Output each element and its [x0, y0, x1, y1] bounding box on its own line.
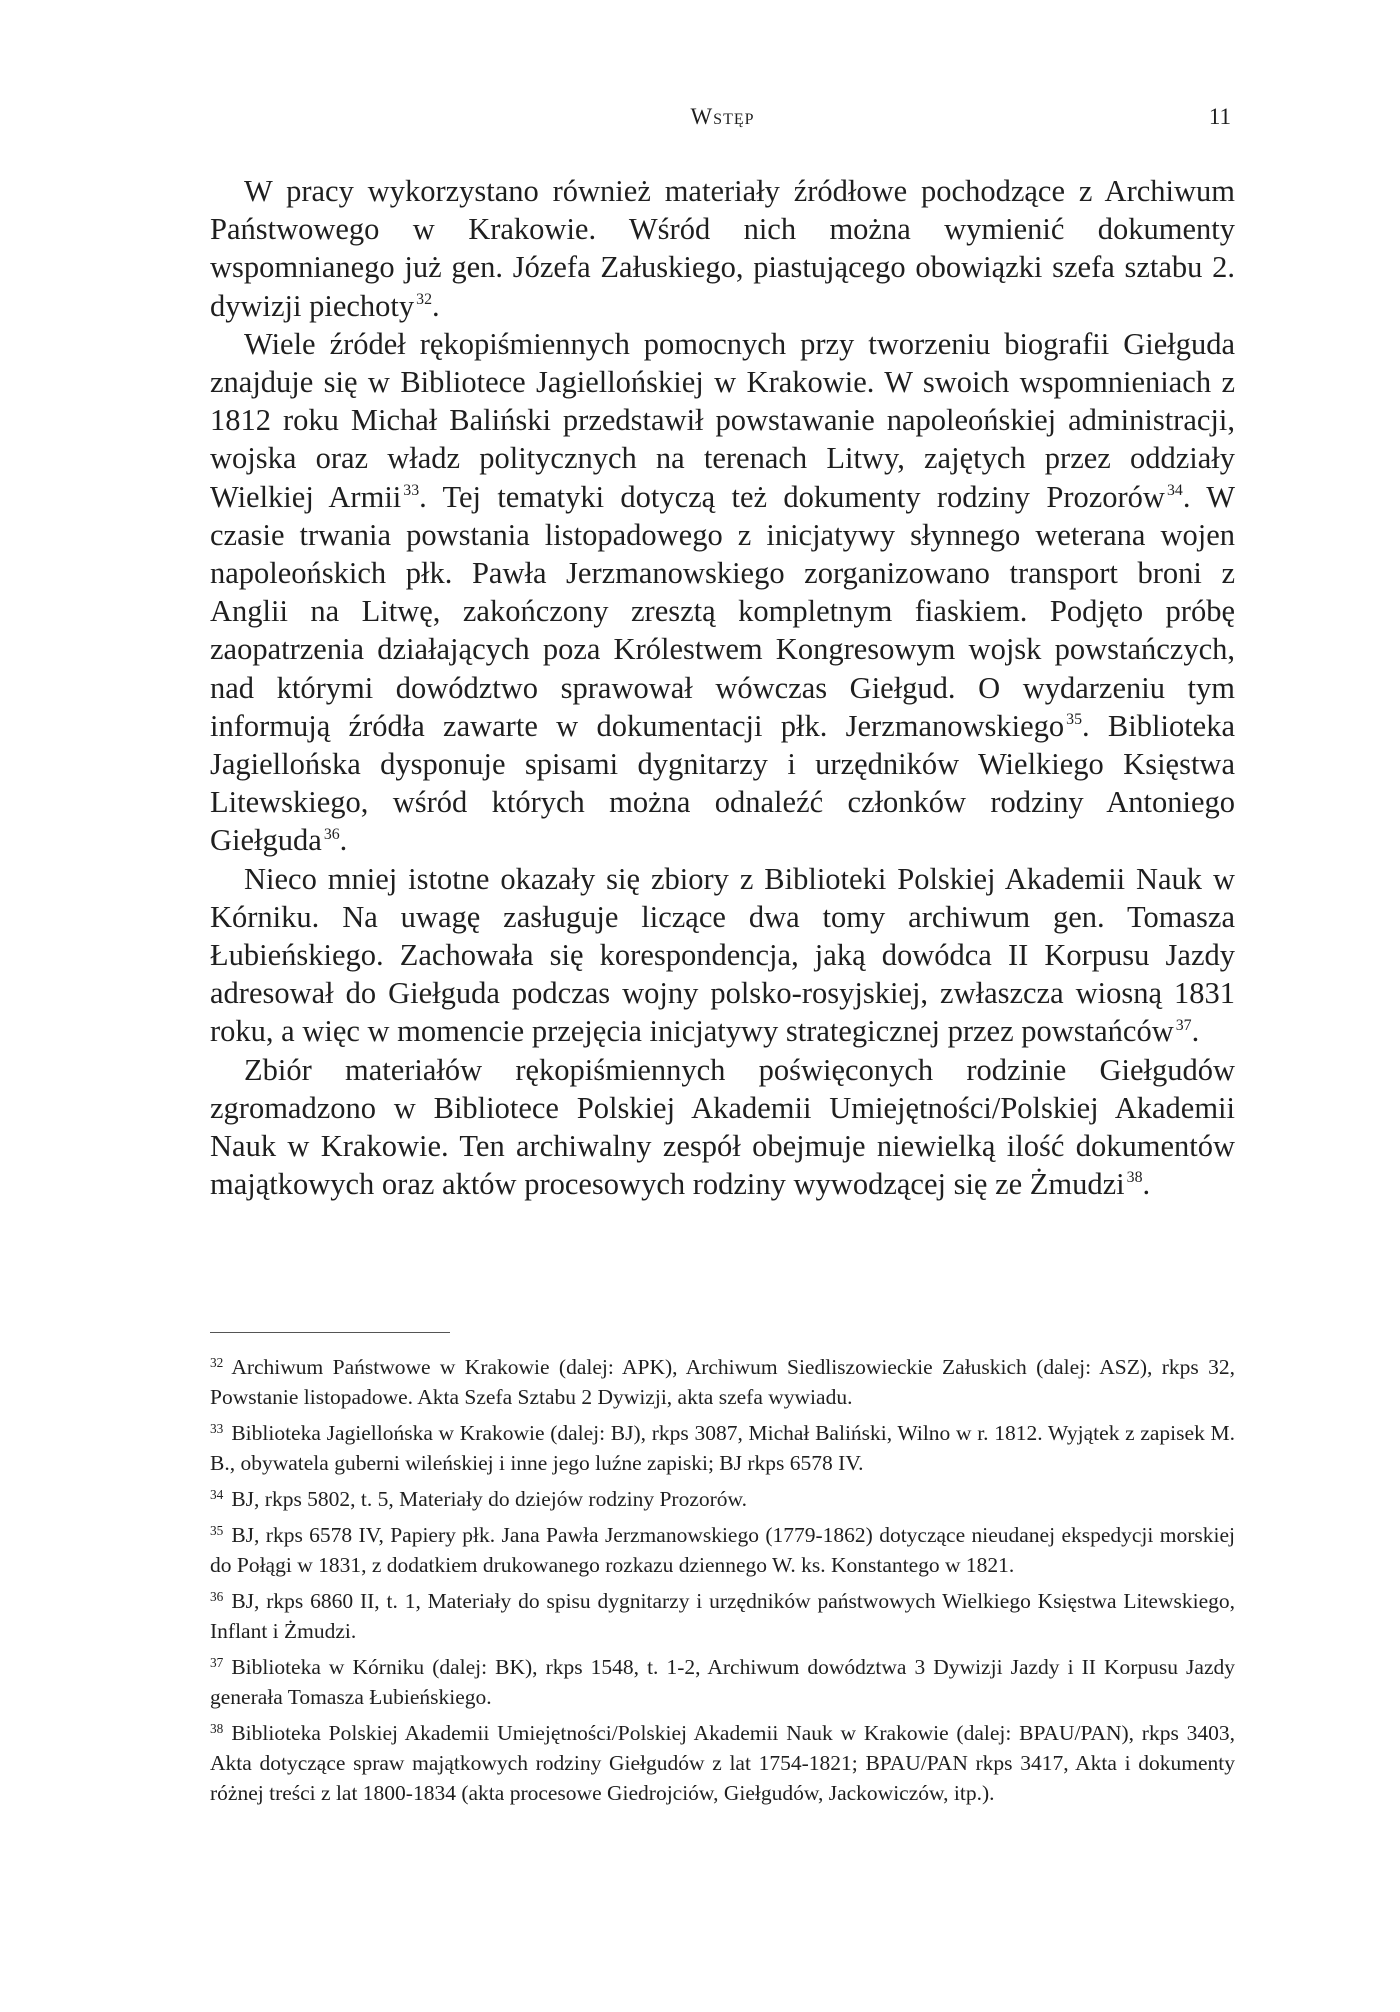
footnote-divider: [210, 1332, 450, 1333]
footnote-ref[interactable]: 38: [1126, 1169, 1143, 1187]
footnote-ref[interactable]: 34: [1166, 481, 1183, 499]
text-run: .: [1191, 1014, 1200, 1049]
text-run: .: [432, 288, 440, 323]
footnote-ref[interactable]: 33: [403, 481, 420, 499]
paragraph: [210, 1051, 1235, 1204]
footnote-number: 34: [210, 1487, 224, 1503]
footnote-37: [210, 1652, 1235, 1712]
footnote-ref[interactable]: 36: [323, 825, 340, 843]
footnotes: [210, 1352, 1235, 1814]
footnote-36: [210, 1586, 1235, 1646]
footnote-32: [210, 1352, 1235, 1412]
footnote-text: BJ, rkps 6860 II, t. 1, Materiały do spisu dygnitarzy i urzędników państwowych Wielkiego Księstwa Litewskiego, Inflant i Żmudzi.: [210, 1589, 1235, 1643]
footnote-text: Biblioteka w Kórniku (dalej: BK), rkps 1548, t. 1-2, Archiwum dowództwa 3 Dywizji Jazdy i II Korpusu Jazdy generała Tomasza Łubieńskiego.: [210, 1655, 1235, 1709]
footnote-38: [210, 1718, 1235, 1808]
footnote-text: Biblioteka Jagiellońska w Krakowie (dalej: BJ), rkps 3087, Michał Baliński, Wilno w r. 1812. Wyjątek z zapisek M. B., obywatela guberni wileńskiej i inne jego luźne zapiski; BJ rkps 6578 IV.: [210, 1421, 1235, 1475]
footnote-text: Archiwum Państwowe w Krakowie (dalej: APK), Archiwum Siedliszowieckie Załuskich (dalej: ASZ), rkps 32, Powstanie listopadowe. Akta Szefa Sztabu 2 Dywizji, akta szefa wywiadu.: [210, 1355, 1235, 1409]
text-run: Zbiór materiałów rękopiśmiennych poświęconych rodzinie Giełgudów zgromadzono w Bibliotece Polskiej Akademii Umiejętności/Polskiej Akademii Nauk w Krakowie. Ten archiwalny zespół obejmuje niewielką ilość dokumentów majątkowych oraz aktów procesowych rodziny wywodzącej się ze Żmudzi: [210, 1052, 1235, 1202]
footnote-text: BJ, rkps 5802, t. 5, Materiały do dziejów rodziny Prozorów.: [231, 1487, 748, 1511]
paragraph: [210, 860, 1235, 1051]
main-text: [210, 172, 1235, 1203]
footnote-number: 35: [210, 1523, 224, 1539]
paragraph: [210, 325, 1235, 860]
text-run: .: [1142, 1167, 1151, 1202]
text-run: Nieco mniej istotne okazały się zbiory z Biblioteki Polskiej Akademii Nauk w Kórniku. Na uwagę zasługuje liczące dwa tomy archiwum gen. Tomasza Łubieńskiego. Zachowała się korespondencja, jaką dowódca II Korpusu Jazdy adresował do Giełguda podczas wojny polsko-rosyjskiej, zwłaszcza wiosną 1831 roku, a więc w momencie przejęcia inicjatywy strategicznej przez powstańców: [210, 861, 1235, 1049]
footnote-text: Biblioteka Polskiej Akademii Umiejętności/Polskiej Akademii Nauk w Krakowie (dalej: BPAU/PAN), rkps 3403, Akta dotyczące spraw majątkowych rodziny Giełgudów z lat 1754-1821; BPAU/PAN rkps 3417, Akta i dokumenty różnej treści z lat 1800-1834 (akta procesowe Giedrojciów, Giełgudów, Jackowiczów, itp.).: [210, 1721, 1235, 1805]
footnote-ref[interactable]: 37: [1175, 1016, 1192, 1034]
text-run: . W czasie trwania powstania listopadowego z inicjatywy słynnego weterana wojen napoleońskich płk. Pawła Jerzmanowskiego zorganizowano transport broni z Anglii na Litwę, zakończony zresztą kompletnym fiaskiem. Podjęto próbę zaopatrzenia działających poza Królestwem Kongresowym wojsk powstańczych, nad którymi dowództwo sprawował wówczas Giełgud. O wydarzeniu tym informują źródła zawarte w dokumentacji płk. Jerzmanowskiego: [210, 479, 1235, 743]
text-run: W pracy wykorzystano również materiały źródłowe pochodzące z Archiwum Państwowego w Krakowie. Wśród nich można wymienić dokumenty wspomnianego już gen. Józefa Załuskiego, piastującego obowiązki szefa sztabu 2. dywizji piechoty: [210, 174, 1235, 323]
footnote-ref[interactable]: 32: [416, 290, 432, 308]
page-number: 11: [1208, 104, 1231, 129]
footnote-number: 36: [210, 1589, 224, 1605]
footnote-35: [210, 1520, 1235, 1580]
footnote-text: BJ, rkps 6578 IV, Papiery płk. Jana Pawła Jerzmanowskiego (1779-1862) dotyczące nieudanej ekspedycji morskiej do Połągi w 1831, z dodatkiem drukowanego rozkazu dziennego W. ks. Konstantego w 1821.: [210, 1523, 1235, 1577]
text-run: . Biblioteka Jagiellońska dysponuje spisami dygnitarzy i urzędników Wielkiego Księstwa Litewskiego, wśród których można odnaleźć członków rodziny Antoniego Giełguda: [210, 708, 1235, 858]
running-head: [210, 104, 1235, 134]
footnote-number: 33: [210, 1421, 224, 1437]
running-title: Wstęp: [690, 104, 755, 129]
footnote-33: [210, 1418, 1235, 1478]
footnote-34: [210, 1484, 1235, 1514]
footnote-ref[interactable]: 35: [1066, 710, 1083, 728]
text-run: Wiele źródeł rękopiśmiennych pomocnych przy tworzeniu biografii Giełguda znajduje się w Bibliotece Jagiellońskiej w Krakowie. W swoich wspomnieniach z 1812 roku Michał Baliński przedstawił powstawanie napoleońskiej administracji, wojska oraz władz politycznych na terenach Litwy, zajętych przez oddziały Wielkiej Armii: [210, 326, 1235, 514]
footnote-number: 32: [210, 1355, 224, 1371]
text-run: .: [339, 823, 348, 858]
footnote-number: 38: [210, 1721, 224, 1737]
text-run: . Tej tematyki dotyczą też dokumenty rodziny Prozorów: [419, 479, 1165, 514]
paragraph: [210, 172, 1235, 325]
footnote-number: 37: [210, 1655, 224, 1671]
